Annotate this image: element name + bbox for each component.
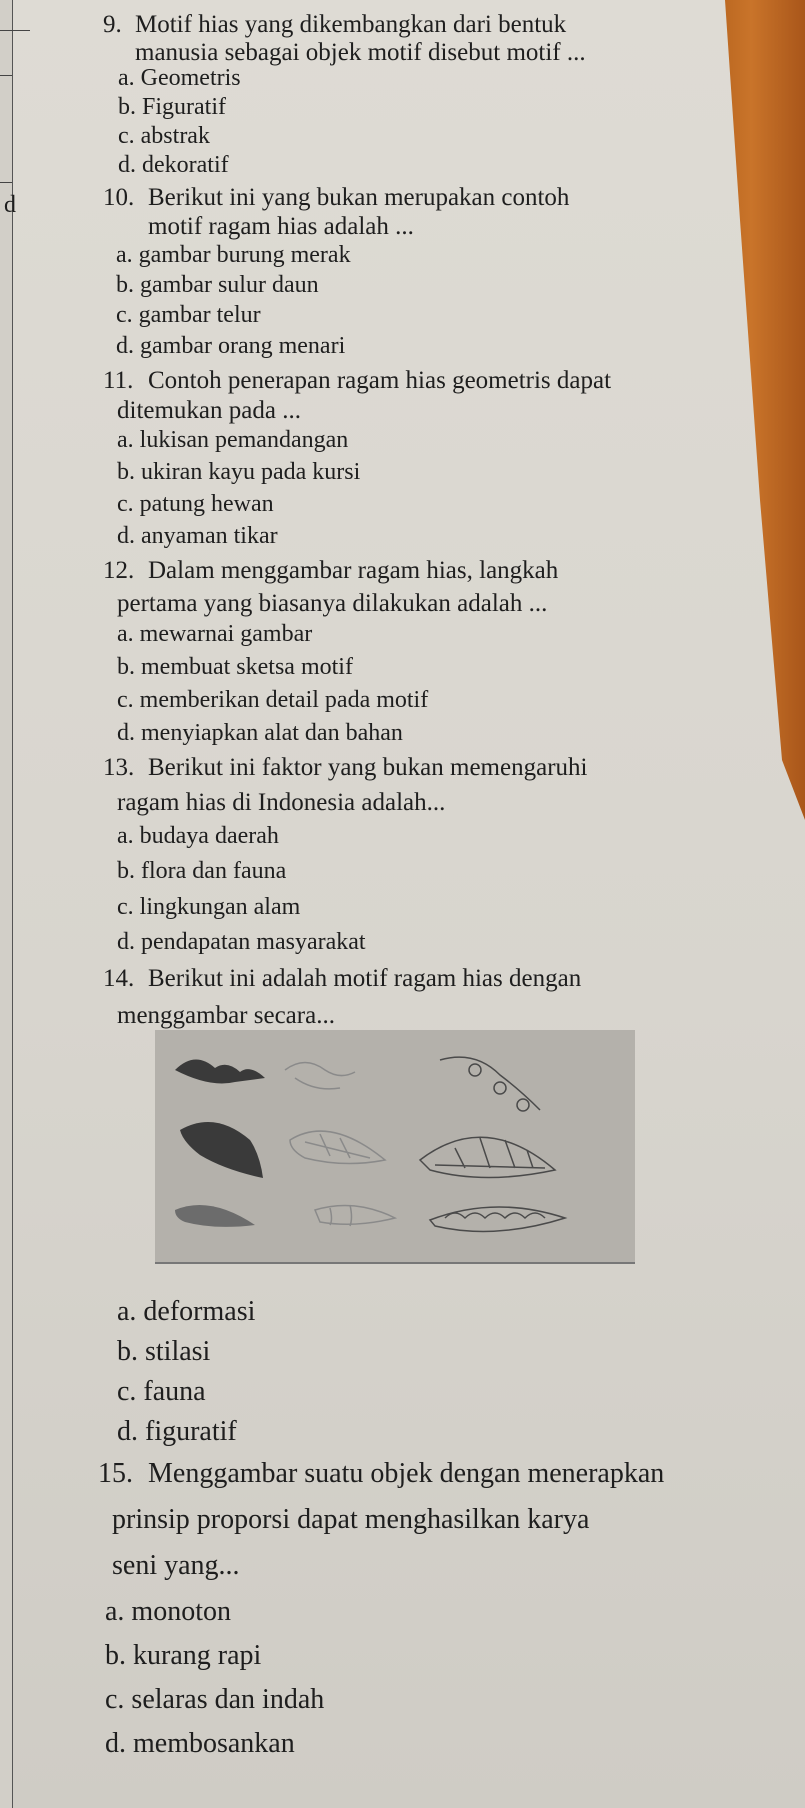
question-9-stem-1: Motif hias yang dikembangkan dari bentuk <box>135 11 567 38</box>
question-10-stem-1: Berikut ini yang bukan merupakan contoh <box>148 184 570 211</box>
question-15-stem-3: seni yang... <box>112 1550 240 1581</box>
question-12-option-b[interactable]: b. membuat sketsa motif <box>117 654 353 680</box>
question-13-option-a[interactable]: a. budaya daerah <box>117 823 279 849</box>
question-11-option-c[interactable]: c. patung hewan <box>117 491 274 517</box>
question-9-option-d[interactable]: d. dekoratif <box>118 152 229 178</box>
question-13-option-c[interactable]: c. lingkungan alam <box>117 894 301 920</box>
margin-line <box>0 30 30 31</box>
question-9-number: 9. <box>103 11 122 38</box>
question-15-option-c[interactable]: c. selaras dan indah <box>105 1684 325 1715</box>
question-14-option-d[interactable]: d. figuratif <box>117 1416 237 1447</box>
question-12-option-a[interactable]: a. mewarnai gambar <box>117 621 313 647</box>
question-11-stem-1: Contoh penerapan ragam hias geometris dapat <box>148 367 612 394</box>
question-10-option-b[interactable]: b. gambar sulur daun <box>116 272 319 298</box>
question-14-option-a[interactable]: a. deformasi <box>117 1296 256 1327</box>
question-10-number: 10. <box>103 184 135 211</box>
question-14-stem-2: menggambar secara... <box>117 1002 335 1029</box>
question-11-number: 11. <box>103 367 134 394</box>
leaf-motif-illustration <box>155 1030 635 1262</box>
question-13-option-b[interactable]: b. flora dan fauna <box>117 858 287 884</box>
question-13-stem-1: Berikut ini faktor yang bukan memengaruhi <box>148 754 588 781</box>
margin-letter: d <box>4 192 16 218</box>
question-15-number: 15. <box>98 1458 133 1489</box>
question-10-option-c[interactable]: c. gambar telur <box>116 302 261 328</box>
question-12-option-c[interactable]: c. memberikan detail pada motif <box>117 687 429 713</box>
question-9-option-c[interactable]: c. abstrak <box>118 123 210 149</box>
question-11-stem-2: ditemukan pada ... <box>117 397 301 424</box>
question-12-option-d[interactable]: d. menyiapkan alat dan bahan <box>117 720 403 746</box>
question-15-option-a[interactable]: a. monoton <box>105 1596 231 1627</box>
margin-line <box>0 75 12 76</box>
question-12-stem-1: Dalam menggambar ragam hias, langkah <box>148 557 559 584</box>
question-15-option-b[interactable]: b. kurang rapi <box>105 1640 262 1671</box>
question-11-option-a[interactable]: a. lukisan pemandangan <box>117 427 349 453</box>
question-14-stem-1: Berikut ini adalah motif ragam hias dengan <box>148 965 582 992</box>
question-15-stem-2: prinsip proporsi dapat menghasilkan karya <box>112 1504 590 1535</box>
question-10-option-d[interactable]: d. gambar orang menari <box>116 333 346 359</box>
left-page-edge <box>0 0 13 1808</box>
question-9-option-b[interactable]: b. Figuratif <box>118 94 226 120</box>
margin-line <box>0 182 12 183</box>
question-14-number: 14. <box>103 965 135 992</box>
question-15-stem-1: Menggambar suatu objek dengan menerapkan <box>148 1458 665 1489</box>
question-13-option-d[interactable]: d. pendapatan masyarakat <box>117 929 366 955</box>
question-9-option-a[interactable]: a. Geometris <box>118 65 241 91</box>
question-15-option-d[interactable]: d. membosankan <box>105 1728 295 1759</box>
question-14-option-b[interactable]: b. stilasi <box>117 1336 211 1367</box>
question-11-option-d[interactable]: d. anyaman tikar <box>117 523 278 549</box>
question-13-stem-2: ragam hias di Indonesia adalah... <box>117 789 446 816</box>
question-11-option-b[interactable]: b. ukiran kayu pada kursi <box>117 459 361 485</box>
question-13-number: 13. <box>103 754 135 781</box>
question-10-stem-2: motif ragam hias adalah ... <box>148 213 414 240</box>
leaf-motif-figure <box>155 1030 635 1264</box>
question-10-option-a[interactable]: a. gambar burung merak <box>116 242 351 268</box>
question-14-option-c[interactable]: c. fauna <box>117 1376 206 1407</box>
question-12-stem-2: pertama yang biasanya dilakukan adalah ... <box>117 590 548 617</box>
question-12-number: 12. <box>103 557 135 584</box>
question-9-stem-2: manusia sebagai objek motif disebut motif ... <box>135 39 586 66</box>
